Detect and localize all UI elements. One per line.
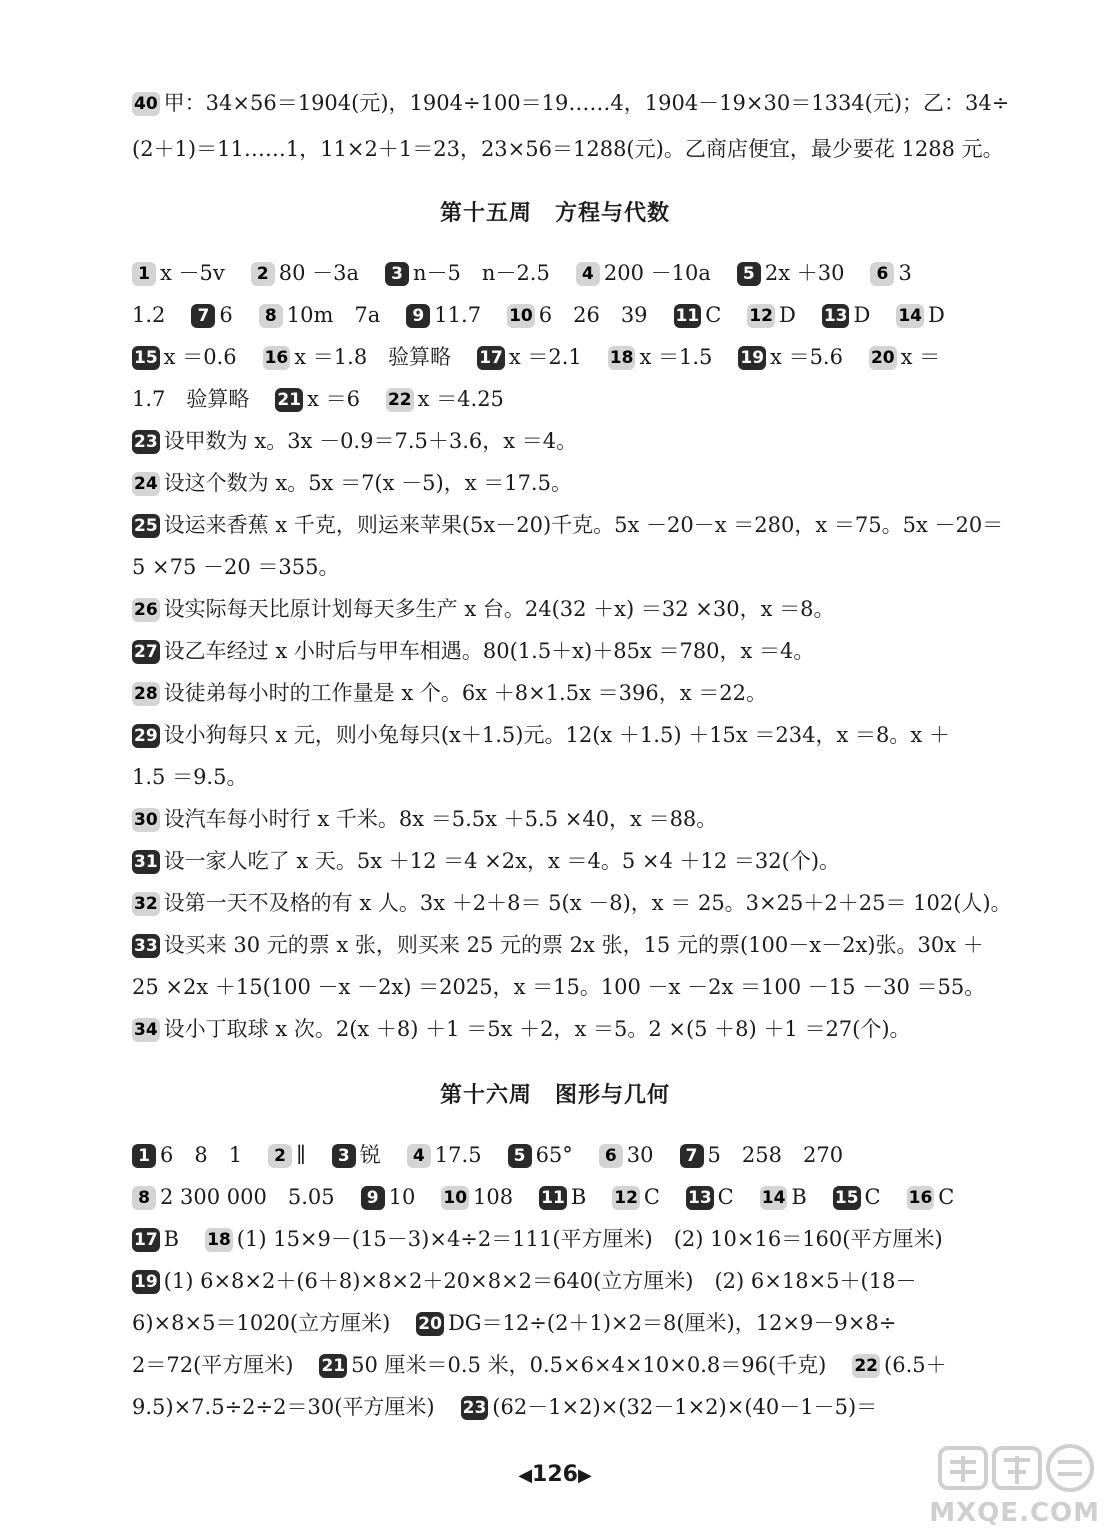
question-number-badge: 3 — [332, 1144, 356, 1168]
prev-arrow-icon: ◀ — [518, 1465, 533, 1486]
question-number-badge: 17 — [479, 348, 503, 368]
answer-text: 甲：34×56＝1904(元)，1904÷100＝19……4，1904－19×30＝1334(元)；乙：34÷ — [163, 91, 1010, 115]
answer-item — [576, 261, 711, 285]
answer-text: 1.2 — [132, 303, 166, 327]
question-number-badge: 31 — [134, 852, 158, 872]
answer-line — [132, 636, 1024, 666]
answer-text: x ＝2.1 — [508, 345, 582, 369]
answer-text: 6 26 39 — [538, 303, 648, 327]
question-number-badge: 28 — [134, 684, 158, 704]
question-number-badge: 15 — [134, 348, 158, 368]
answer-item — [132, 681, 767, 705]
question-number-badge: 8 — [132, 1186, 156, 1210]
question-number-badge: 5 — [737, 262, 761, 286]
next-arrow-icon: ▶ — [577, 1465, 592, 1486]
answer-item — [508, 1143, 573, 1167]
answer-text: 2＝72(平方厘米) — [132, 1353, 294, 1377]
watermark-logo-icon — [938, 1442, 1098, 1492]
question-number-badge: 11 — [541, 1188, 565, 1208]
answer-text: x ＝5.6 — [770, 345, 843, 369]
answer-item — [263, 345, 452, 369]
question-number-badge: 23 — [134, 432, 158, 452]
section-heading: 第十六周 图形与几何 — [439, 1083, 670, 1108]
answer-text: 5 258 270 — [707, 1143, 844, 1167]
question-number-badge: 19 — [134, 1272, 158, 1292]
answer-item — [386, 387, 504, 411]
answer-text: 6 8 1 — [160, 1143, 243, 1167]
answer-text: 108 — [473, 1185, 514, 1209]
question-number-badge: 14 — [761, 1188, 786, 1208]
answer-item — [477, 345, 582, 369]
answer-item — [132, 1395, 435, 1419]
answer-line — [132, 1308, 1024, 1338]
answer-text: (2＋1)＝11……1，11×2＋1＝23，23×56＝1288(元)。乙商店便宜，最少要花 1288 元。 — [132, 137, 1004, 161]
question-number-badge: 10 — [509, 306, 533, 326]
answer-text: 10 — [388, 1185, 416, 1209]
answer-item — [539, 1185, 586, 1209]
answer-line — [132, 134, 1024, 164]
answer-line — [132, 468, 1024, 498]
question-number-badge: 14 — [898, 306, 922, 326]
answer-text: B — [570, 1185, 587, 1209]
answer-item — [132, 261, 225, 285]
answer-item — [132, 137, 1004, 161]
answer-item — [268, 1143, 306, 1167]
answer-line — [132, 678, 1024, 708]
answer-line — [132, 762, 1024, 792]
question-number-badge: 9 — [406, 304, 430, 328]
answer-line — [132, 384, 1024, 414]
answer-item — [833, 1185, 881, 1209]
question-number-badge: 5 — [508, 1144, 532, 1168]
answer-text: 设徒弟每小时的工作量是 x 个。6x ＋8×1.5x ＝396，x ＝22。 — [163, 681, 767, 705]
answer-text: n－5 n－2.5 — [413, 261, 550, 285]
answer-item — [852, 1353, 946, 1377]
answer-text: 6 — [219, 303, 233, 327]
answer-text: B — [163, 1227, 180, 1251]
answer-item — [132, 933, 984, 957]
question-number-badge: 17 — [134, 1230, 158, 1250]
answer-item — [737, 261, 845, 285]
answer-text: 1.5 ＝9.5。 — [132, 765, 248, 789]
answer-item — [132, 639, 814, 663]
answer-line — [132, 1224, 1024, 1254]
answer-text: 设买来 30 元的票 x 张，则买来 25 元的票 2x 张，15 元的票(100－x－2x)张。30x ＋ — [163, 933, 984, 957]
question-number-badge: 30 — [134, 810, 158, 830]
answer-text: 50 厘米＝0.5 米，0.5×6×4×10×0.8＝96(千克) — [351, 1353, 827, 1377]
answer-item — [907, 1185, 955, 1209]
answer-item — [132, 1269, 916, 1293]
answer-line — [132, 426, 1024, 456]
answer-item — [132, 91, 1009, 115]
answer-text: 设运来香蕉 x 千克，则运来苹果(5x－20)千克。5x －20－x ＝280，x ＝75。5x －20＝ — [163, 513, 1004, 537]
answer-line — [132, 88, 1024, 118]
question-number-badge: 40 — [134, 94, 158, 114]
answer-text: C — [938, 1185, 955, 1209]
answer-item — [407, 1143, 482, 1167]
question-number-badge: 22 — [387, 390, 412, 410]
answer-line — [132, 510, 1024, 540]
question-number-badge: 20 — [418, 1314, 442, 1334]
question-number-badge: 16 — [908, 1188, 933, 1208]
question-number-badge: 11 — [675, 306, 700, 326]
answer-text: D — [853, 303, 871, 327]
question-number-badge: 12 — [614, 1188, 638, 1208]
answer-item — [747, 303, 796, 327]
answer-item — [205, 1227, 943, 1251]
question-number-badge: 7 — [680, 1144, 704, 1168]
answer-item — [406, 303, 481, 327]
question-number-badge: 15 — [834, 1188, 859, 1208]
answer-text: 锐 — [359, 1143, 381, 1167]
answer-text: 2 300 000 5.05 — [160, 1185, 335, 1209]
answer-item — [361, 1185, 416, 1209]
answer-item — [385, 261, 550, 285]
answer-item — [132, 555, 340, 579]
answer-line — [132, 342, 1024, 372]
answer-item — [132, 723, 950, 747]
answer-item — [869, 345, 940, 369]
answer-item — [441, 1185, 513, 1209]
answer-item — [132, 387, 249, 411]
question-number-badge: 12 — [749, 306, 773, 326]
answer-text: 6)×8×5＝1020(立方厘米) — [132, 1311, 391, 1335]
question-number-badge: 18 — [609, 348, 634, 368]
answer-text: (1) 15×9－(15－3)×4÷2＝111(平方厘米) (2) 10×16＝160(平方厘米) — [236, 1227, 943, 1251]
answer-text: D — [928, 303, 945, 327]
answer-item — [319, 1353, 826, 1377]
answer-item — [132, 1353, 293, 1377]
answer-item — [132, 513, 1003, 537]
answer-text: 设第一天不及格的有 x 人。3x ＋2＋8＝ 5(x －8)，x ＝ 25。3×25＋2＋25＝ 102(人)。 — [163, 891, 1012, 915]
question-number-badge: 6 — [599, 1144, 623, 1168]
answer-item — [686, 1185, 734, 1209]
answer-item — [259, 303, 381, 327]
answer-item — [132, 1311, 390, 1335]
answer-text: x －5v — [160, 261, 225, 285]
answer-line — [132, 930, 1024, 960]
answer-text: (62－1×2)×(32－1×2)×(40－1－5)＝ — [492, 1395, 878, 1419]
question-number-badge: 33 — [134, 936, 158, 956]
answer-text: C — [717, 1185, 734, 1209]
answer-item — [461, 1395, 878, 1419]
question-number-badge: 19 — [740, 348, 765, 368]
answer-item — [251, 261, 359, 285]
answer-line — [132, 300, 1024, 330]
question-number-badge: 2 — [251, 262, 275, 286]
watermark-site: MXQE.COM — [929, 1498, 1100, 1528]
question-number-badge: 21 — [321, 1356, 346, 1376]
answer-line — [132, 846, 1024, 876]
answer-line — [132, 888, 1024, 918]
answer-text: 30 — [626, 1143, 654, 1167]
question-number-badge: 22 — [854, 1356, 879, 1376]
question-number-badge: 3 — [385, 262, 409, 286]
question-number-badge: 4 — [576, 262, 600, 286]
answer-text: x ＝ — [900, 345, 941, 369]
answer-item — [132, 765, 247, 789]
section-heading: 第十五周 方程与代数 — [439, 201, 670, 226]
answer-text: x ＝1.5 — [639, 345, 713, 369]
answer-line — [132, 804, 1024, 834]
answer-text: 设小狗每只 x 元，则小兔每只(x＋1.5)元。12(x ＋1.5) ＋15x ＝234，x ＝8。x ＋ — [163, 723, 950, 747]
answer-item — [132, 849, 840, 873]
answer-text: 3 — [898, 261, 912, 285]
answer-item — [680, 1143, 844, 1167]
question-number-badge: 7 — [191, 304, 215, 328]
question-number-badge: 8 — [259, 304, 283, 328]
question-number-badge: 29 — [134, 726, 158, 746]
question-number-badge: 23 — [462, 1398, 487, 1418]
answer-text: x ＝6 — [307, 387, 360, 411]
answer-item — [608, 345, 713, 369]
answer-item — [132, 891, 1012, 915]
answer-line — [132, 1140, 1024, 1170]
answer-text: 65° — [535, 1143, 573, 1167]
answer-item — [275, 387, 360, 411]
watermark — [928, 1442, 1104, 1530]
answer-item — [132, 1143, 242, 1167]
question-number-badge: 9 — [361, 1186, 385, 1210]
answer-line — [132, 1392, 1024, 1422]
answer-item — [507, 303, 647, 327]
answer-text: 11.7 — [434, 303, 482, 327]
answer-text: C — [643, 1185, 660, 1209]
answer-line — [132, 258, 1024, 288]
answer-text: 9.5)×7.5÷2÷2＝30(平方厘米) — [132, 1395, 435, 1419]
answer-item — [132, 807, 717, 831]
question-number-badge: 4 — [407, 1144, 431, 1168]
question-number-badge: 1 — [132, 262, 156, 286]
answer-line — [132, 552, 1024, 582]
answer-item — [870, 261, 911, 285]
answer-line — [132, 1182, 1024, 1212]
answer-item — [132, 1227, 179, 1251]
answer-text: x ＝1.8 验算略 — [294, 345, 452, 369]
answer-text: 1.7 验算略 — [132, 387, 250, 411]
question-number-badge: 20 — [870, 348, 895, 368]
question-number-badge: 25 — [134, 516, 158, 536]
answer-text: 设小丁取球 x 次。2(x ＋8) ＋1 ＝5x ＋2，x ＝5。2 ×(5 ＋8) ＋1 ＝27(个)。 — [163, 1017, 911, 1041]
answer-line — [132, 594, 1024, 624]
answer-item — [599, 1143, 654, 1167]
question-number-badge: 2 — [268, 1144, 292, 1168]
question-number-badge: 21 — [277, 390, 302, 410]
answer-text: C — [864, 1185, 881, 1209]
question-number-badge: 32 — [134, 894, 158, 914]
answer-item — [132, 345, 237, 369]
answer-text: 5 ×75 －20 ＝355。 — [132, 555, 340, 579]
answer-text: 25 ×2x ＋15(100 －x －2x) ＝2025，x ＝15。100 －x －2x ＝100 －15 －30 ＝55。 — [132, 975, 986, 999]
answer-text: 设一家人吃了 x 天。5x ＋12 ＝4 ×2x，x ＝4。5 ×4 ＋12 ＝32(个)。 — [163, 849, 841, 873]
answer-text: 设乙车经过 x 小时后与甲车相遇。80(1.5＋x)＋85x ＝780，x ＝4。 — [163, 639, 815, 663]
answer-item — [738, 345, 843, 369]
answer-item — [132, 1017, 911, 1041]
question-number-badge: 13 — [823, 306, 848, 326]
answer-item — [416, 1311, 896, 1335]
question-number-badge: 26 — [134, 600, 158, 620]
answer-line — [132, 720, 1024, 750]
answer-line — [132, 1266, 1024, 1296]
answer-text: ∥ — [296, 1143, 306, 1167]
question-number-badge: 18 — [207, 1230, 231, 1250]
answer-text: 10m 7a — [286, 303, 381, 327]
page-number-text: 126 — [532, 1462, 578, 1487]
question-number-badge: 10 — [443, 1188, 468, 1208]
answer-item — [132, 975, 985, 999]
answer-line — [132, 1350, 1024, 1380]
question-number-badge: 34 — [134, 1020, 158, 1040]
answer-item — [332, 1143, 381, 1167]
answer-text: 设实际每天比原计划每天多生产 x 台。24(32 ＋x) ＝32 ×30，x ＝8。 — [163, 597, 835, 621]
answer-item — [674, 303, 722, 327]
answer-item — [191, 303, 232, 327]
answer-line — [132, 1014, 1024, 1044]
answer-text: B — [791, 1185, 807, 1209]
answer-line — [132, 972, 1024, 1002]
answer-item — [822, 303, 871, 327]
question-number-badge: 24 — [134, 474, 158, 494]
answer-text: 200 －10a — [603, 261, 711, 285]
answer-text: 设这个数为 x。5x ＝7(x －5)，x ＝17.5。 — [163, 471, 572, 495]
question-number-badge: 13 — [688, 1188, 712, 1208]
answer-text: (6.5＋ — [884, 1353, 947, 1377]
question-number-badge: 16 — [264, 348, 289, 368]
answer-text: C — [705, 303, 722, 327]
answer-text: x ＝4.25 — [417, 387, 504, 411]
answer-text: 设甲数为 x。3x －0.9＝7.5＋3.6，x ＝4。 — [163, 429, 578, 453]
answer-item — [612, 1185, 660, 1209]
answer-text: 2x ＋30 — [764, 261, 845, 285]
answer-item — [132, 471, 572, 495]
answer-text: (1) 6×8×2＋(6＋8)×8×2＋20×8×2＝640(立方厘米) (2) 6×18×5＋(18－ — [163, 1269, 917, 1293]
question-number-badge: 6 — [870, 262, 894, 286]
answer-text: 80 －3a — [278, 261, 360, 285]
answer-text: 设汽车每小时行 x 千米。8x ＝5.5x ＋5.5 ×40，x ＝88。 — [163, 807, 718, 831]
answer-item — [760, 1185, 807, 1209]
question-number-badge: 27 — [134, 642, 158, 662]
answer-text: x ＝0.6 — [163, 345, 237, 369]
answer-item — [132, 429, 577, 453]
question-number-badge: 1 — [132, 1144, 156, 1168]
answer-text: D — [778, 303, 796, 327]
answer-text: DG＝12÷(2＋1)×2＝8(厘米)，12×9－9×8÷ — [447, 1311, 897, 1335]
answer-item — [132, 1185, 335, 1209]
answer-item — [132, 303, 165, 327]
answer-text: 17.5 — [434, 1143, 482, 1167]
answer-item — [132, 597, 834, 621]
answer-item — [896, 303, 945, 327]
